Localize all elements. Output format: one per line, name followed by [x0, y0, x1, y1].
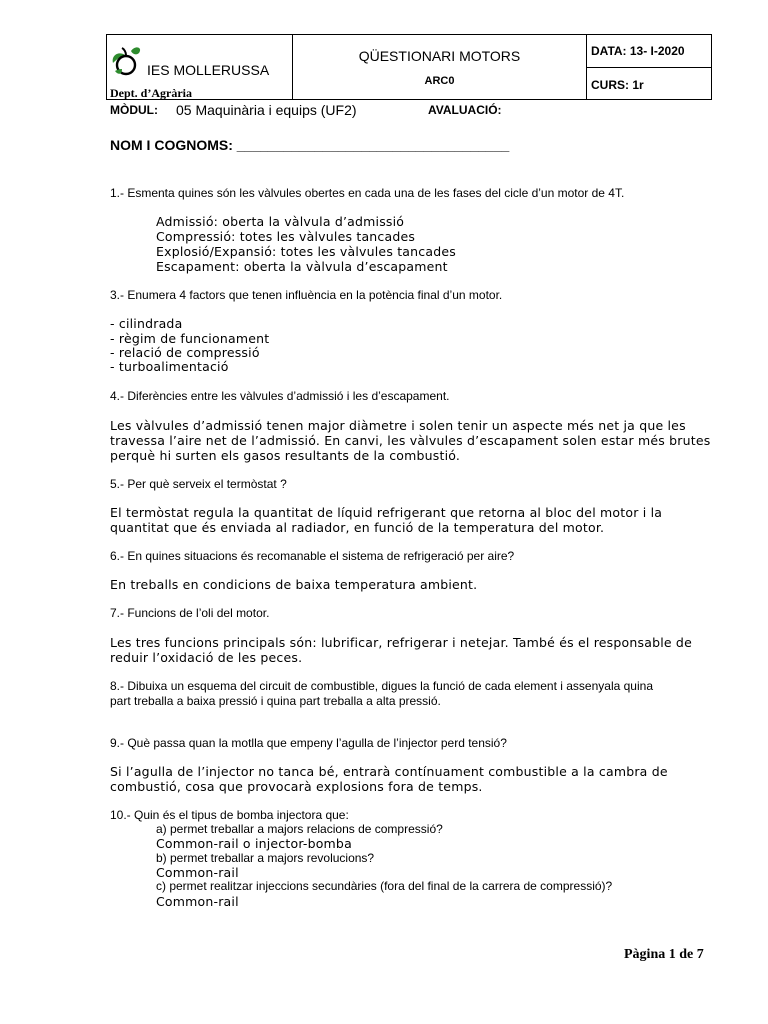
question-9: 9.- Què passa quan la motlla que empeny l’agulla de l’injector perd tensió?	[110, 736, 507, 750]
answer-line: Les tres funcions principals són: lubrificar, refrigerar i netejar. També és el responsable de	[110, 635, 692, 650]
question-3: 3.- Enumera 4 factors que tenen influència en la potència final d’un motor.	[110, 288, 503, 302]
school-cell	[107, 35, 293, 99]
answer-line: - turboalimentació	[110, 359, 229, 374]
question-7: 7.- Funcions de l’oli del motor.	[110, 606, 270, 620]
page-number: Pàgina 1 de 7	[624, 947, 704, 962]
answer-line: - cilindrada	[110, 316, 183, 331]
header-table	[106, 34, 712, 100]
answer-line: Explosió/Expansió: totes les vàlvules tancades	[156, 244, 456, 259]
department-name: Dept. d’Agrària	[110, 86, 192, 100]
question-4: 4.- Diferències entre les vàlvules d’admissió i les d’escapament.	[110, 389, 450, 403]
answer-line: El termòstat regula la quantitat de líquid refrigerant que retorna al bloc del motor i la	[110, 505, 663, 520]
answer-line: travessa l’aire net de l’admissió. En canvi, les vàlvules d’escapament solen estar més brutes	[110, 433, 711, 448]
answer-line: combustió, cosa que provocarà explosions fora de temps.	[110, 779, 483, 794]
answer-line: Si l’agulla de l’injector no tanca bé, entrarà contínuament combustible a la cambra de	[110, 764, 668, 779]
answer-line: Les vàlvules d’admissió tenen major diàmetre i solen tenir un aspecte més net ja que les	[110, 418, 686, 433]
answer-line: - règim de funcionament	[110, 331, 270, 346]
question-10: 10.- Quin és el tipus de bomba injectora que:	[110, 808, 349, 822]
document-subtitle: ARC0	[424, 75, 455, 87]
answer-line: Compressió: totes les vàlvules tancades	[156, 229, 416, 244]
evaluation-label: AVALUACIÓ:	[428, 103, 502, 117]
question-6: 6.- En quines situacions és recomanable el sistema de refrigeració per aire?	[110, 549, 515, 563]
answer-line: Common-rail o injector-bomba	[156, 836, 352, 851]
date-course-cell	[587, 35, 711, 99]
date-field: DATA: 13- I-2020	[591, 44, 685, 58]
sub-question-c: c) permet realitzar injeccions secundàries (fora del final de la carrera de compressió)?	[156, 879, 613, 893]
answer-line: Common-rail	[156, 894, 239, 909]
course-field: CURS: 1r	[591, 78, 644, 92]
school-name: IES MOLLERUSSA	[147, 62, 270, 78]
question-5: 5.- Per què serveix el termòstat ?	[110, 477, 287, 491]
sub-question-a: a) permet treballar a majors relacions de compressió?	[156, 822, 443, 836]
answer-line: quantitat que és enviada al radiador, en funció de la temperatura del motor.	[110, 520, 605, 535]
question-1: 1.- Esmenta quines són les vàlvules obertes en cada una de les fases del cicle d’un motor de 4T.	[110, 186, 625, 200]
apple-leaf-logo-icon	[109, 43, 143, 77]
module-value: 05 Maquinària i equips (UF2)	[176, 102, 357, 118]
answer-line: En treballs en condicions de baixa temperatura ambient.	[110, 577, 478, 592]
document-title: QÜESTIONARI MOTORS	[358, 48, 521, 64]
answer-line: Admissió: oberta la vàlvula d’admissió	[156, 214, 405, 229]
answer-line: Escapament: oberta la vàlvula d’escapament	[156, 259, 448, 274]
question-8-line-2: part treballa a baixa pressió i quina part treballa a alta pressió.	[110, 694, 441, 708]
question-8-line-1: 8.- Dibuixa un esquema del circuit de combustible, digues la funció de cada element i assenyala quina	[110, 679, 653, 693]
title-cell	[293, 35, 587, 99]
cell-divider	[587, 67, 711, 68]
answer-line: reduir l’oxidació de les peces.	[110, 650, 303, 665]
student-name-field: NOM I COGNOMS: ___________________________________	[110, 137, 510, 153]
sub-question-b: b) permet treballar a majors revolucions?	[156, 851, 375, 865]
answer-line: - relació de compressió	[110, 345, 260, 360]
answer-line: Common-rail	[156, 865, 239, 880]
answer-line: perquè hi surten els gasos resultants de la combustió.	[110, 448, 461, 463]
module-label: MÒDUL:	[110, 103, 158, 117]
